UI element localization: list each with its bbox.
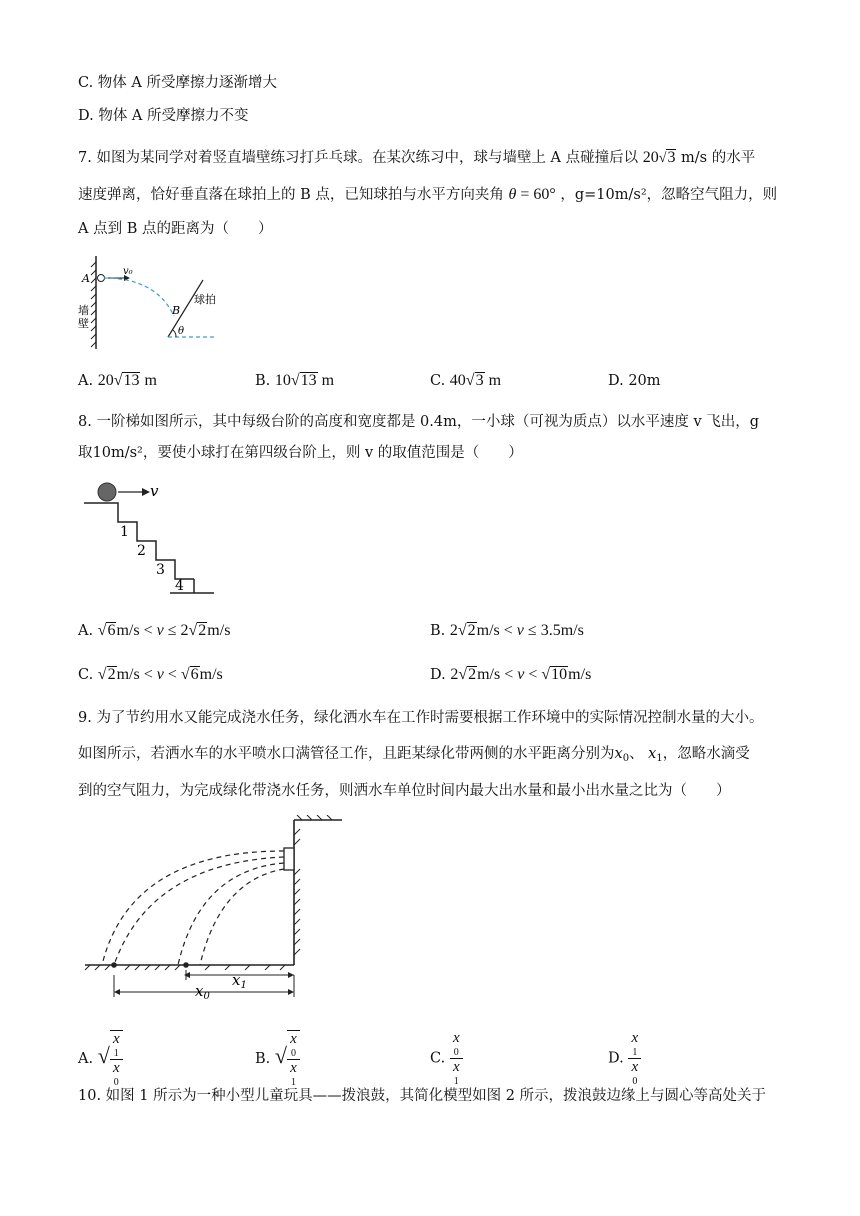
q9-option-c: C. x 0 x 1 — [430, 1030, 463, 1087]
q9-line3: 到的空气阻力，为完成绿化带浇水任务，则洒水车单位时间内最大出水量和最小出水量之比为（ ） — [78, 783, 731, 799]
q9-figure — [80, 815, 350, 1005]
label-x0: $x_0$ — [195, 982, 210, 1002]
q9-line2: 如图所示，若洒水车的水平喷水口满管径工作，且距某绿化带两侧的水平距离分别为$x_0$、 $x_1$，忽略水滴受 — [78, 746, 750, 764]
label-racket: 球拍 — [194, 293, 216, 306]
q7-figure — [76, 254, 226, 354]
label-v: v — [150, 482, 159, 500]
q7-line1: 7. 如图为某同学对着竖直墙壁练习打乒乓球。在某次练习中，球与墙壁上 A 点碰撞后以 20√3 m/s 的水平 — [78, 149, 756, 166]
q7-line2: 速度弹离，恰好垂直落在球拍上的 B 点，已知球拍与水平方向夹角 θ = 60° ，g=10m/s²，忽略空气阻力，则 — [78, 186, 778, 203]
q9-option-b: B. √ x 0 x 1 — [255, 1030, 300, 1088]
q9-line1: 9. 为了节约用水又能完成浇水任务，绿化洒水车在工作时需要根据工作环境中的实际情况控制水量的大小。 — [78, 710, 764, 726]
label-v0: v₀ — [123, 266, 133, 277]
q7-option-c: C. 40√3 m — [430, 372, 502, 389]
q8-option-b: B. 2√2m/s < v ≤ 3.5m/s — [430, 622, 584, 639]
label-theta: θ — [178, 326, 185, 337]
step-3: 3 — [156, 562, 165, 578]
q7-line3: A 点到 B 点的距离为（ ） — [78, 221, 273, 237]
option-c-prev: C. 物体 A 所受摩擦力逐渐增大 — [78, 75, 277, 91]
step-1: 1 — [120, 524, 129, 540]
q7-option-d: D. 20m — [608, 373, 661, 389]
q9-option-a: A. √ x 1 x 0 — [78, 1030, 123, 1088]
q8-option-d: D. 2√2m/s < v < √10m/s — [430, 666, 592, 683]
label-wall-2: 壁 — [78, 317, 89, 330]
step-2: 2 — [137, 543, 146, 559]
option-d-prev: D. 物体 A 所受摩擦力不变 — [78, 108, 249, 124]
q7-option-a: A. 20√13 m — [78, 372, 157, 389]
q8-line1: 8. 一阶梯如图所示，其中每级台阶的高度和宽度都是 0.4m，一小球（可视为质点）以水平速度 v 飞出，g — [78, 414, 760, 430]
q8-option-a: A. √6m/s < v ≤ 2√2m/s — [78, 622, 231, 639]
q7-speed: 20√3 — [642, 149, 676, 166]
label-a: A — [82, 272, 90, 285]
label-wall-1: 墙 — [78, 304, 89, 317]
q8-figure — [80, 478, 220, 598]
label-x1: $x_1$ — [232, 971, 247, 991]
q8-line2: 取10m/s²，要使小球打在第四级台阶上，则 v 的取值范围是（ ） — [78, 445, 523, 461]
q10-line1: 10. 如图 1 所示为一种小型儿童玩具——拨浪鼓，其简化模型如图 2 所示，拨浪鼓边缘上与圆心等高处关于 — [78, 1088, 767, 1104]
step-4: 4 — [175, 578, 184, 594]
q7-option-b: B. 10√13 m — [255, 372, 335, 389]
label-b: B — [172, 304, 181, 317]
q8-option-c: C. √2m/s < v < √6m/s — [78, 666, 223, 683]
q9-option-d: D. x 1 x 0 — [608, 1030, 641, 1087]
